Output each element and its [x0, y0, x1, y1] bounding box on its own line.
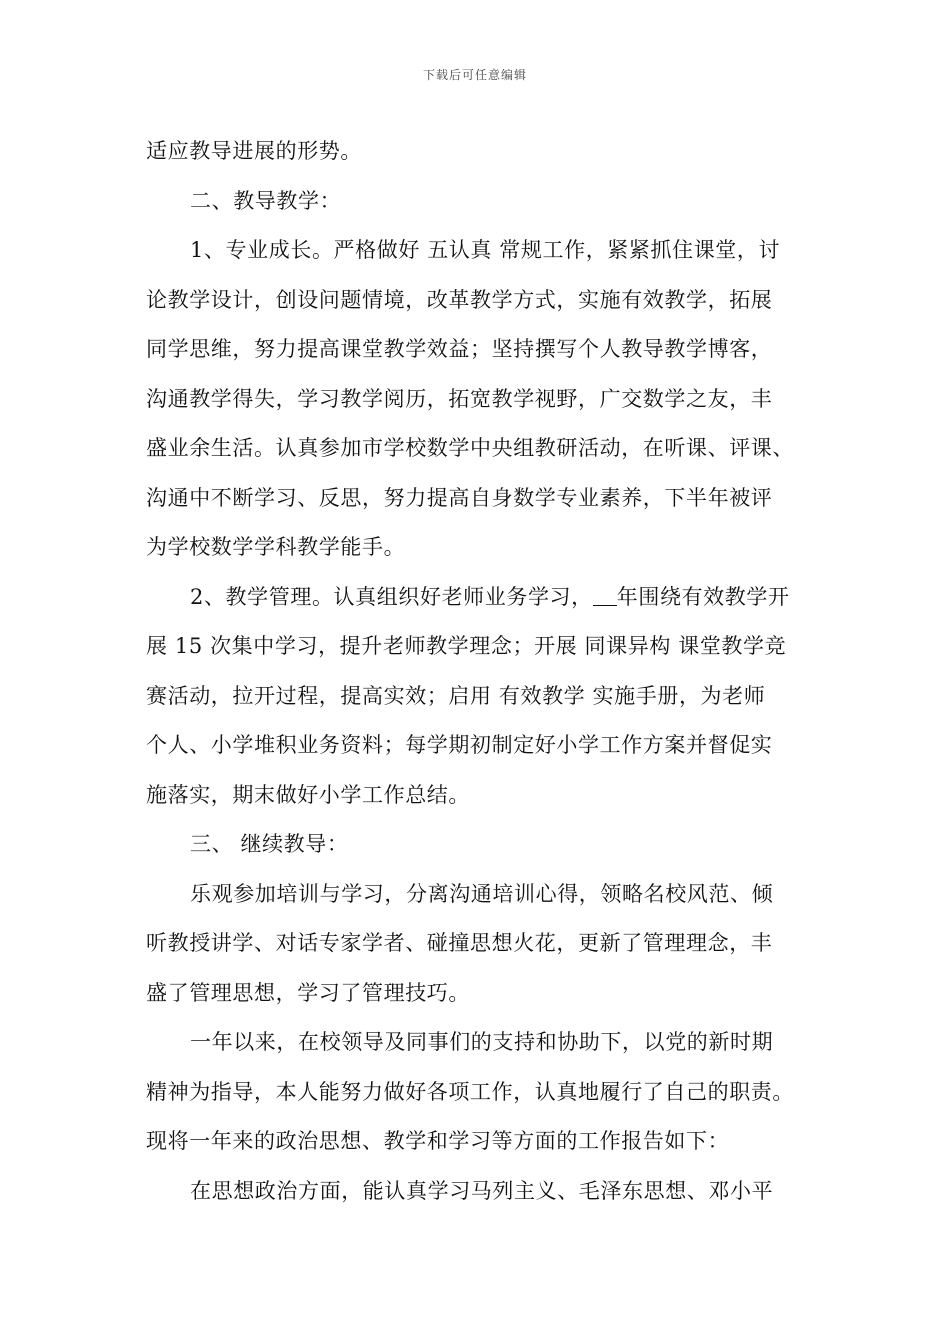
text-line: 同学思维，努力提高课堂教学效益；坚持撰写个人教导教学博客， [146, 337, 773, 361]
text-line: 沟通教学得失，学习教学阅历，拓宽教学视野，广交数学之友，丰 [146, 386, 773, 411]
text-line: 盛了管理思想，学习了管理技巧。 [146, 980, 470, 1005]
text-line: 施落实，期末做好小学工作总结。 [146, 782, 470, 807]
text-line: 适应教导进展的形势。 [146, 139, 362, 163]
section-heading: 二、教导教学： [190, 188, 342, 213]
text-line: 论教学设计，创设问题情境，改革教学方式，实施有效教学，拓展 [146, 287, 773, 312]
fill-in-blank [593, 585, 617, 606]
text-line: 一年以来，在校领导及同事们的支持和协助下，以党的新时期 [190, 1030, 774, 1054]
text-line: 精神为指导，本人能努力做好各项工作，认真地履行了自己的职责。 [146, 1079, 794, 1104]
text-line: 个人、小学堆积业务资料；每学期初制定好小学工作方案并督促实 [146, 733, 773, 757]
text-line: 听教授讲学、对话专家学者、碰撞思想火花，更新了管理理念，丰 [146, 931, 773, 955]
page-header: 下载后可任意编辑 [422, 68, 527, 82]
text-segment: 2、教学管理。认真组织好老师业务学习， [190, 584, 593, 609]
text-line: 1、专业成长。严格做好 五认真 常规工作，紧紧抓住课堂，讨 [190, 238, 781, 262]
text-line: 乐观参加培训与学习，分离沟通培训心得，领略名校风范、倾 [190, 881, 774, 906]
text-line: 现将一年来的政治思想、教学和学习等方面的工作报告如下： [146, 1129, 730, 1153]
text-line-with-blank [146, 573, 836, 623]
text-line: 在思想政治方面，能认真学习马列主义、毛泽东思想、邓小平 [190, 1178, 774, 1203]
text-line: 沟通中不断学习、反思，努力提高自身数学专业素养，下半年被评 [146, 485, 773, 510]
text-line: 展 15 次集中学习，提升老师教学理念；开展 同课异构 课堂教学竞 [146, 634, 787, 658]
section-heading: 三、 继续教导： [190, 832, 349, 856]
text-segment: 年围绕有效教学开 [616, 584, 790, 609]
text-line: 盛业余生活。认真参加市学校数学中央组教研活动，在听课、评课、 [146, 436, 794, 460]
text-line: 赛活动，拉开过程，提高实效；启用 有效教学 实施手册，为老师 [146, 683, 766, 708]
text-line: 为学校数学学科教学能手。 [146, 535, 406, 559]
document-body [146, 127, 836, 1216]
